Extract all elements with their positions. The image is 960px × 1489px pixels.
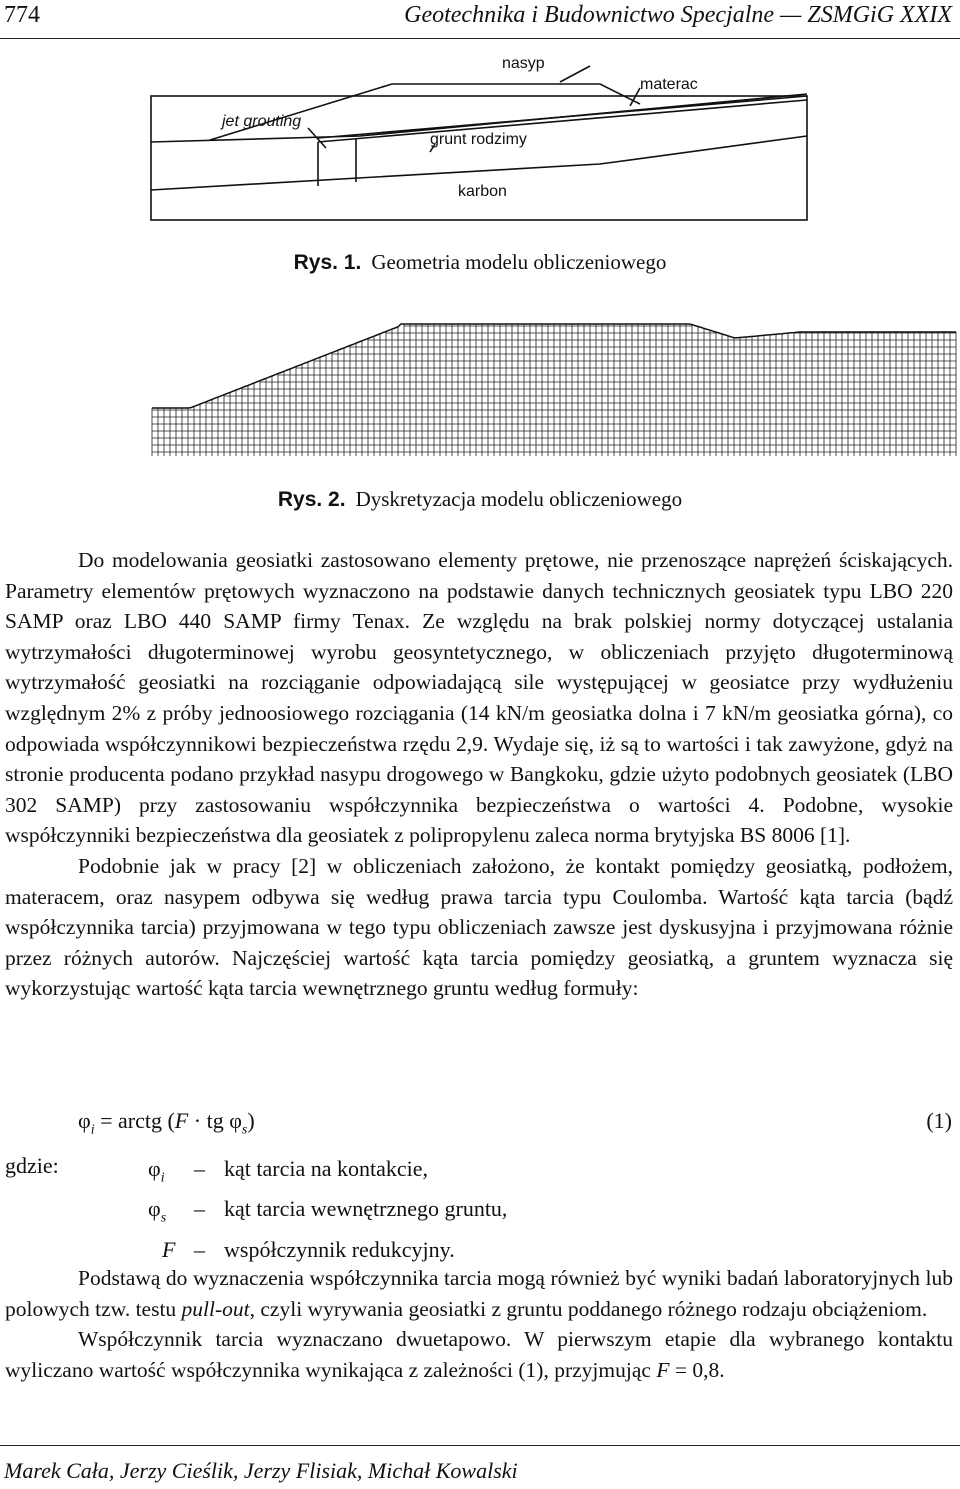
formula-sub-i: i [90,1122,95,1138]
definition-row [148,1234,507,1265]
definition-text: kąt tarcia na kontakcie, [224,1156,429,1181]
page-number: 774 [4,2,40,28]
definition-symbol: φ [148,1156,161,1181]
paragraph-3 [5,1263,953,1324]
definition-text: kąt tarcia wewnętrznego gruntu, [224,1196,508,1222]
footer-authors: Marek Cała, Jerzy Cieślik, Jerzy Flisiak, Michał Kowalski [4,1458,518,1483]
definitions-list [148,1153,507,1265]
definition-subscript: s [160,1210,167,1226]
definition-symbol: φ [148,1196,161,1222]
paragraph-3-text-end: , czyli wyrywania geosiatki z gruntu poddanego różnego rodzaju obciążeniom. [249,1296,928,1321]
formula-tg: · tg φ [188,1108,242,1133]
figure-1-caption [0,250,960,275]
definition-row [148,1153,507,1193]
figure-2-mesh [0,318,960,460]
body-text-lower [5,1263,953,1385]
paragraph-4-text-end: = 0,8. [669,1357,725,1382]
formula-eq: = arctg ( [94,1108,175,1133]
paragraph-3-text: Podstawą do wyznaczenia współczynnika tarcia mogą również być wyniki badań laboratoryjnych lub polowych tzw. testu [5,1266,953,1321]
formula-phi: φ [78,1108,91,1133]
formula-number: (1) [926,1108,952,1133]
formula-1 [78,1108,255,1138]
formula-F: F [174,1108,189,1133]
figure-2-caption-text: Dyskretyzacja modelu obliczeniowego [355,487,683,511]
header-rule [0,38,960,39]
label-nasyp: nasyp [502,55,545,72]
mesh-lines [152,324,956,456]
definitions-label: gdzie: [5,1153,59,1178]
paragraph-4 [5,1324,953,1385]
formula-close: ) [247,1108,255,1133]
pull-out-term: pull-out [181,1296,250,1321]
definition-subscript: i [160,1170,165,1186]
figure-1-model-geometry [0,40,960,240]
definition-text: współczynnik redukcyjny. [224,1236,455,1262]
mesh-grid [152,324,956,456]
figure-1-caption-text: Geometria modelu obliczeniowego [371,250,667,274]
journal-title: Geotechnika i Budownictwo Specjalne — ZSMGiG XXIX [404,2,952,28]
definition-symbol: F [162,1236,176,1262]
figure-2-caption [0,487,960,512]
body-text-upper [5,545,953,1004]
definition-dash: – [194,1236,205,1262]
figure-1-caption-number: Rys. 1. [293,251,362,274]
label-grunt-rodzimy: grunt rodzimy [430,131,527,148]
paragraph-1: Do modelowania geosiatki zastosowano elementy prętowe, nie przenoszące naprężeń ściskających. Parametry elementów prętowych wyznaczono na podstawie danych technicznych geosiatek typu LBO 220 SAMP oraz LBO 440 SAMP firmy Tenax. Ze względu na brak polskiej normy dotyczącej ustalania wytrzymałości długoterminowej wyrobu geosyntetycznego, w obliczeniach przyjęto długoterminową wytrzymałość geosiatki na rozciąganie odpowiadającą sile występującej w geosiatce przy wydłużeniu względnym 2% z próby jednoosiowego rozciągania (14 kN/m geosiatka dolna i 7 kN/m geosiatka górna), co odpowiada współczynnikowi bezpieczeństwa rzędu 2,9. Wydaje się, iż są to wartości i tak zawyżone, gdyż na stronie producenta podano przykład nasypu drogowego w Bangkoku, gdzie użyto podobnych geosiatek (LBO 302 SAMP) przy zastosowaniu współczynnika bezpieczeństwa o wartości 4. Podobne, wysokie współczynniki bezpieczeństwa dla geosiatek z polipropylenu zaleca norma brytyjska BS 8006 [1]. [5,548,953,848]
definition-row [148,1193,507,1233]
paragraph-4-F: F [656,1357,670,1382]
paragraph-2: Podobnie jak w pracy [2] w obliczeniach założono, że kontakt pomiędzy geosiatką, podłożem, materacem, oraz nasypem odbywa się według prawa tarcia typu Coulomba. Wartość kąta tarcia (bądź współczynnika tarcia) przyjmowana w tego typu obliczeniach zawsze jest dyskusyjna i przyjmowana różnie przez różnych autorów. Najczęściej wartość kąta tarcia pomiędzy geosiatką, a gruntem wyznacza się wykorzystując wartość kąta tarcia wewnętrznego gruntu według formuły: [5,853,953,1001]
label-karbon: karbon [458,183,507,200]
definition-dash: – [194,1156,205,1181]
definition-dash: – [194,1196,205,1222]
formula-sub-s: s [241,1122,248,1138]
footer-rule [0,1445,960,1446]
paragraph-4-text: Współczynnik tarcia wyznaczano dwuetapowo. W pierwszym etapie dla wybranego kontaktu wyliczano wartość współczynnika wynikająca z zależności (1), przyjmując [5,1327,953,1382]
label-jet-grouting: jet grouting [222,113,302,130]
figure-2-caption-number: Rys. 2. [277,488,346,511]
label-materac: materac [640,76,698,93]
